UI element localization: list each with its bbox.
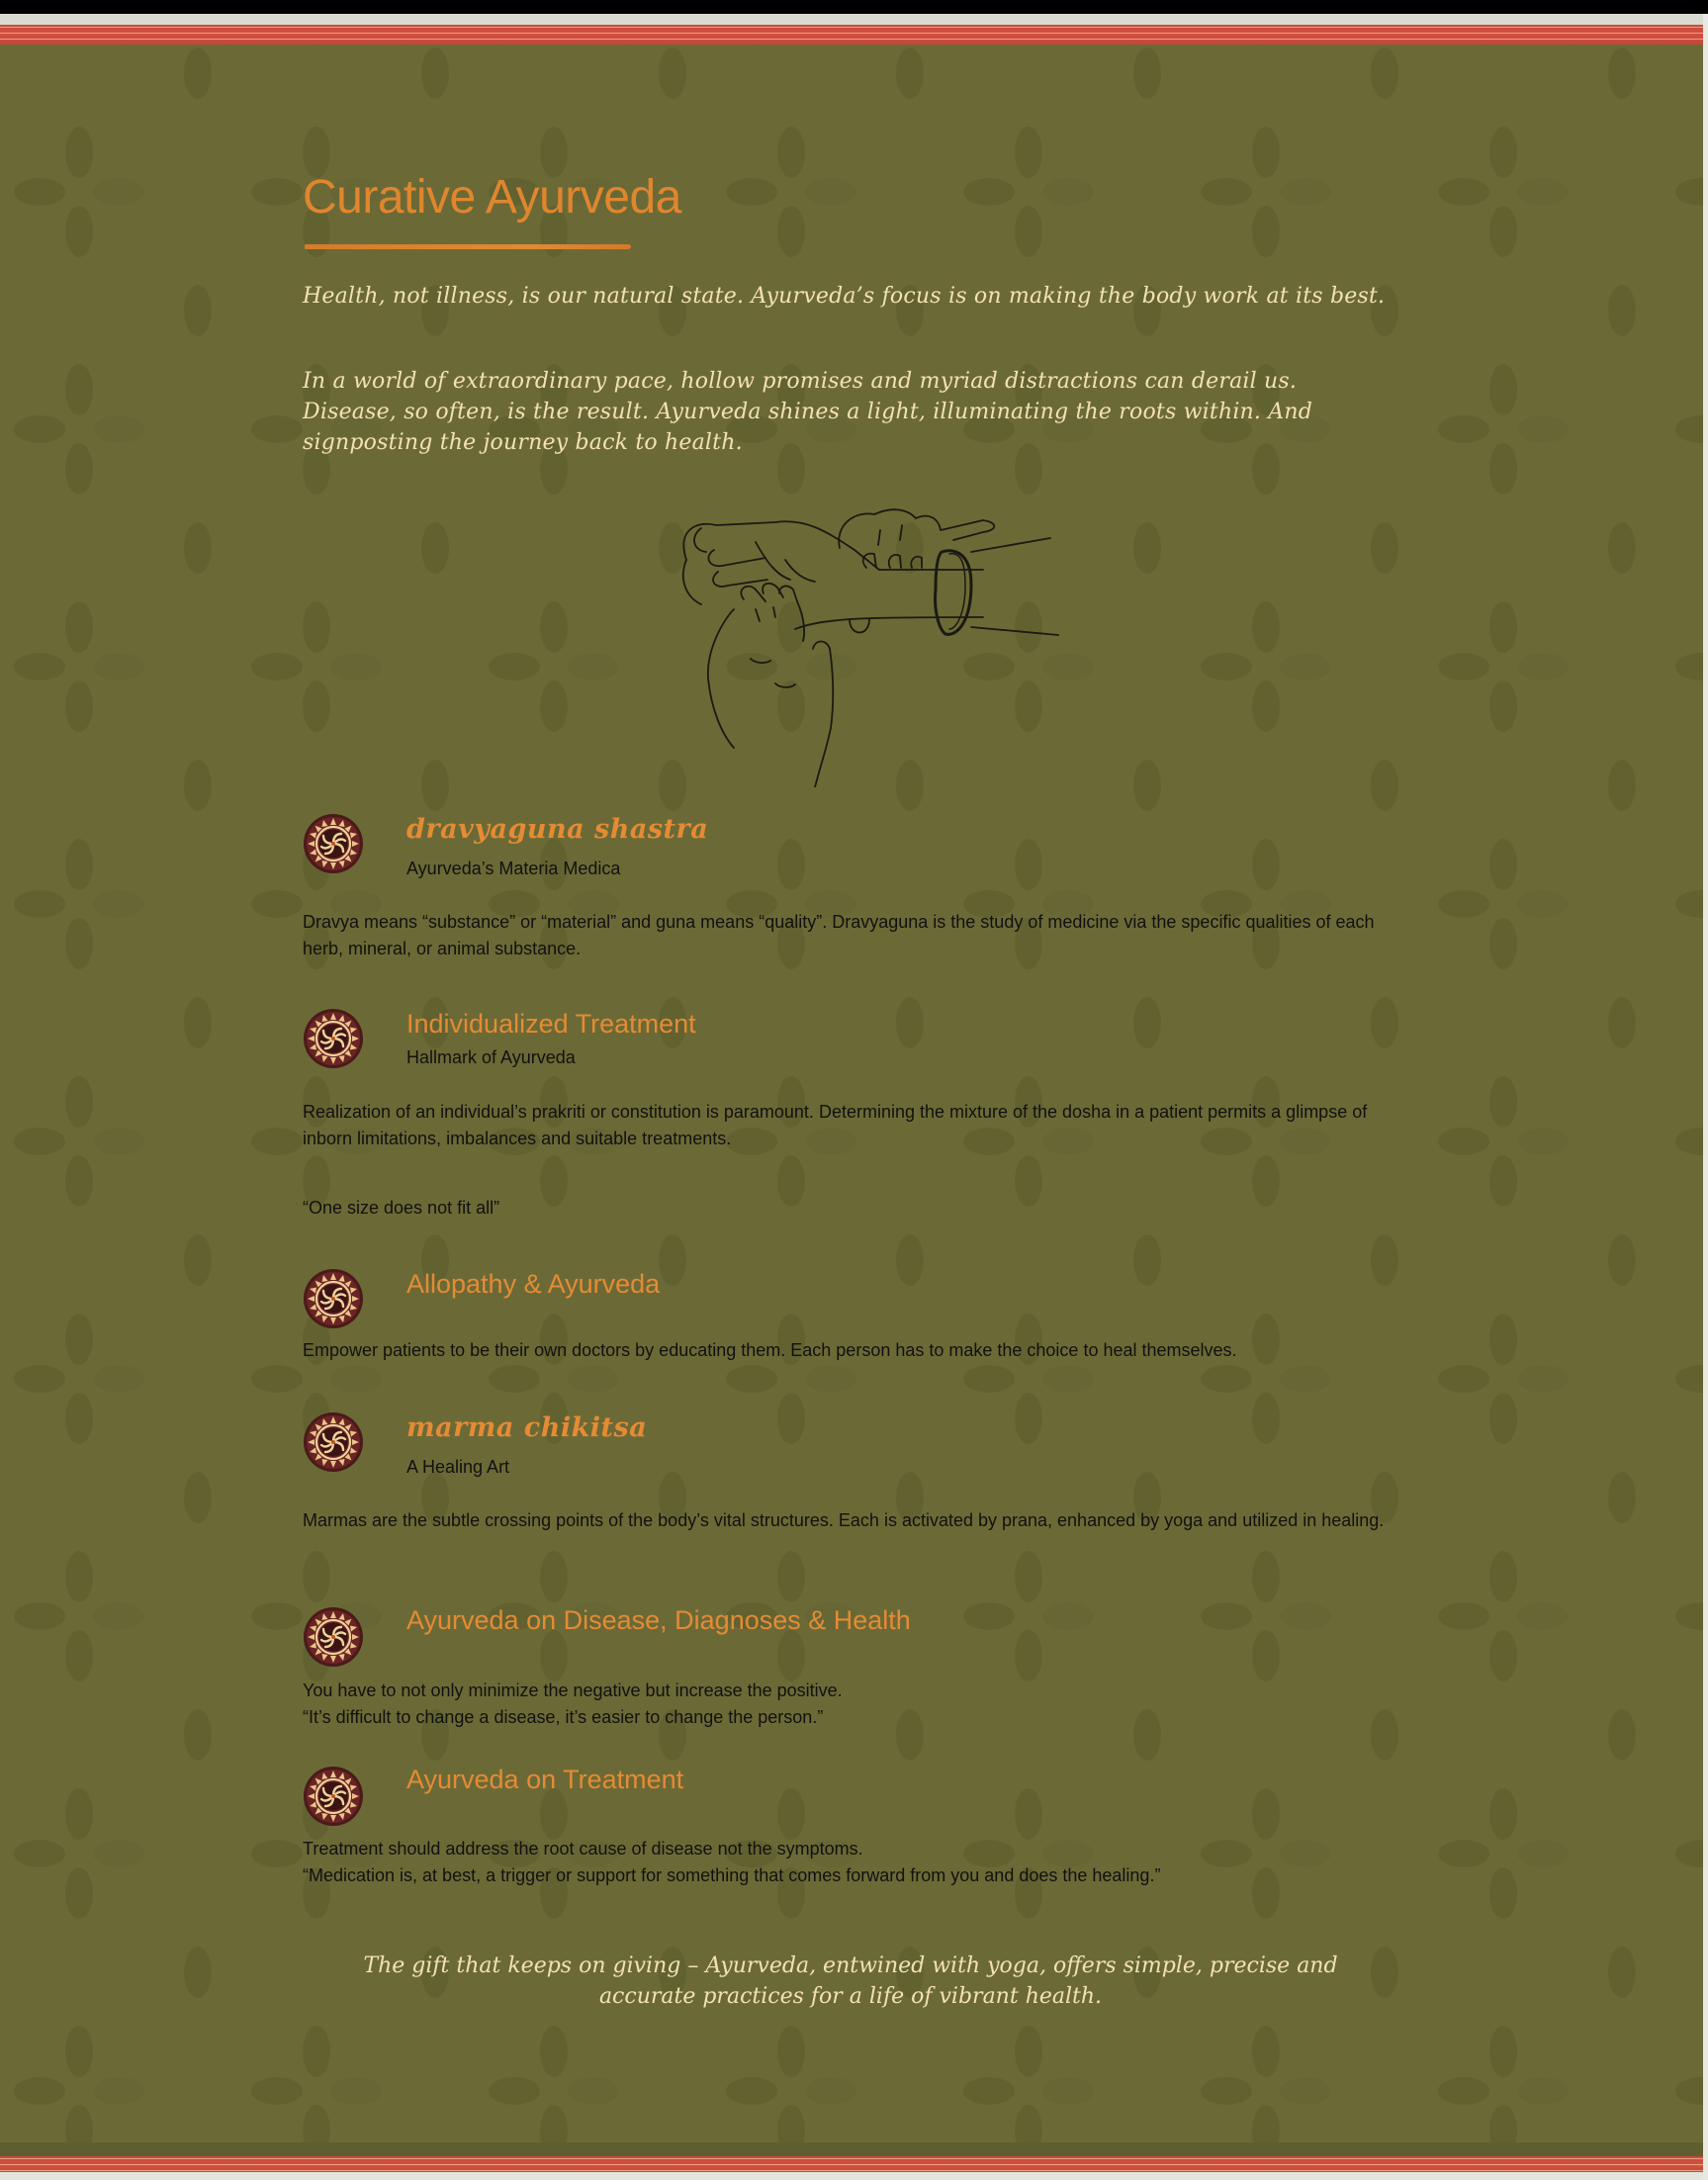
section-body-line-2: “Medication is, at best, a trigger or support for something that comes forward from you and does the healing.” (303, 1865, 1161, 1885)
intro-paragraph-1: Health, not illness, is our natural state. Ayurveda’s focus is on making the body work at its best. (303, 284, 1386, 309)
section-heading: Ayurveda on Disease, Diagnoses & Health (406, 1605, 911, 1635)
closing-statement: The gift that keeps on giving – Ayurveda, entwined with yoga, offers simple, precise and accurate practices for a life of vibrant health. (363, 1953, 1338, 2009)
page-title: Curative Ayurveda (303, 171, 681, 224)
section-heading: dravyaguna shastra (406, 814, 709, 845)
section-subtitle: Ayurveda’s Materia Medica (406, 859, 621, 878)
intro-paragraph-2: In a world of extraordinary pace, hollow promises and myriad distractions can derail us. Disease, so often, is the result. Ayurveda shines a light, illuminating the roots within. And signposting the journey back to health. (303, 369, 1313, 455)
section-heading: Allopathy & Ayurveda (406, 1269, 661, 1299)
section-heading: Individualized Treatment (406, 1009, 696, 1039)
section-body: Realization of an individual’s prakriti or constitution is paramount. Determining the mixture of the dosha in a patient permits a glimpse of inborn limitations, imbalances and suitable treatments. (303, 1102, 1368, 1148)
section-body: Marmas are the subtle crossing points of the body’s vital structures. Each is activated by prana, enhanced by yoga and utilized in healing. (303, 1510, 1385, 1530)
sun-wheel-emblem-icon (304, 1009, 363, 1068)
section-body-line-2: “It’s difficult to change a disease, it’s easier to change the person.” (303, 1707, 824, 1727)
sun-wheel-emblem-icon (304, 814, 363, 873)
bottom-paper-strip (0, 2172, 1708, 2180)
hands-taking-pulse-illustration (657, 491, 1062, 787)
section-heading: marma chikitsa (406, 1412, 648, 1443)
section-subtitle: Hallmark of Ayurveda (406, 1047, 576, 1067)
top-black-bar (0, 0, 1708, 14)
right-edge (1703, 14, 1708, 2180)
sun-wheel-emblem-icon (304, 1607, 363, 1667)
bottom-shade (0, 2142, 1703, 2156)
section-body: Empower patients to be their own doctors by educating them. Each person has to make the choice to heal themselves. (303, 1340, 1237, 1360)
section-body: Dravya means “substance” or “material” and guna means “quality”. Dravyaguna is the study of medicine via the specific qualities of each herb, mineral, or animal substance. (303, 912, 1375, 958)
section-body-line-1: You have to not only minimize the negative but increase the positive. (303, 1680, 843, 1700)
section-body-line-1: Treatment should address the root cause of disease not the symptoms. (303, 1839, 863, 1859)
title-brush-underline (305, 244, 631, 249)
section-heading: Ayurveda on Treatment (406, 1765, 684, 1794)
sun-wheel-emblem-icon (304, 1269, 363, 1328)
sun-wheel-emblem-icon (304, 1767, 363, 1826)
sun-wheel-emblem-icon (304, 1412, 363, 1472)
top-red-border (0, 25, 1703, 45)
section-subtitle: A Healing Art (406, 1457, 510, 1477)
section-quote: “One size does not fit all” (303, 1198, 500, 1218)
